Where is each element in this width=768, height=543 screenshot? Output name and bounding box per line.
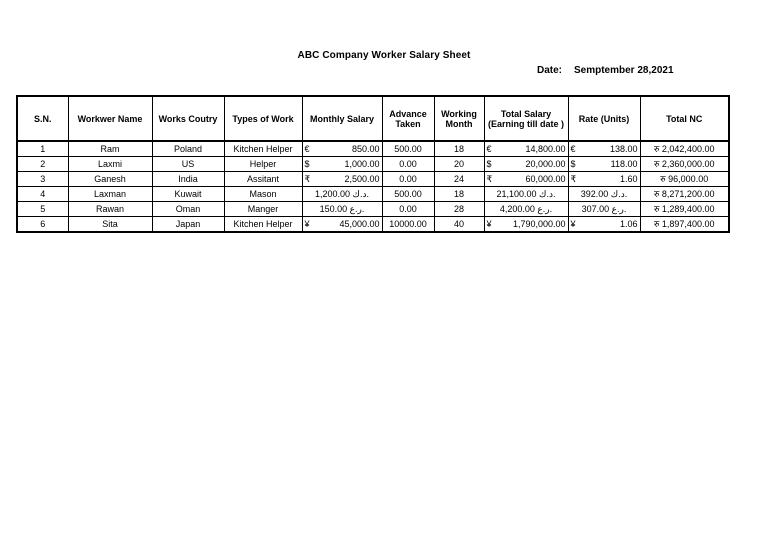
- cell-advance: 10000.00: [382, 217, 434, 233]
- salary-table: [16, 95, 730, 233]
- currency-amount: 1.60: [619, 174, 638, 184]
- date-label: Date:: [537, 65, 563, 76]
- currency-symbol: ₹: [486, 174, 493, 184]
- currency-amount: 21,100.00 د.ك.: [496, 189, 556, 199]
- header-monthly-salary: Monthly Salary: [302, 96, 382, 141]
- cell-name: Ram: [68, 141, 152, 157]
- cell-type: Helper: [224, 157, 302, 172]
- table-row: [17, 157, 729, 172]
- cell-rate: [568, 172, 640, 187]
- header-sn: S.N.: [17, 96, 68, 141]
- table-row: [17, 187, 729, 202]
- currency-symbol: ¥: [304, 219, 310, 229]
- sheet-title: ABC Company Worker Salary Sheet: [297, 50, 471, 61]
- cell-name: Ganesh: [68, 172, 152, 187]
- header-working-month: Working Month: [434, 96, 484, 141]
- cell-rate: [568, 141, 640, 157]
- cell-type: Kitchen Helper: [224, 217, 302, 233]
- currency-amount: 2,500.00: [344, 174, 380, 184]
- currency-amount: 60,000.00: [525, 174, 566, 184]
- currency-amount: 118.00: [610, 159, 638, 169]
- currency-symbol: ¥: [486, 219, 492, 229]
- cell-total-nc: रु 1,897,400.00: [640, 217, 729, 233]
- currency-amount: 392.00 د.ك.: [580, 189, 628, 199]
- cell-rate: [568, 157, 640, 172]
- cell-total-salary: [484, 141, 568, 157]
- cell-working-month: 28: [434, 202, 484, 217]
- cell-sn: 5: [17, 202, 68, 217]
- cell-sn: 6: [17, 217, 68, 233]
- cell-total-nc: रु 2,042,400.00: [640, 141, 729, 157]
- cell-country: US: [152, 157, 224, 172]
- table-row: [17, 172, 729, 187]
- cell-type: Assitant: [224, 172, 302, 187]
- cell-working-month: 18: [434, 141, 484, 157]
- cell-working-month: 24: [434, 172, 484, 187]
- cell-rate: [568, 202, 640, 217]
- cell-rate: [568, 217, 640, 233]
- table-row: [17, 217, 729, 233]
- cell-country: Poland: [152, 141, 224, 157]
- cell-name: Sita: [68, 217, 152, 233]
- cell-total-nc: रु 96,000.00: [640, 172, 729, 187]
- currency-amount: 138.00: [609, 144, 638, 154]
- header-total-salary: Total Salary (Earning till date ): [484, 96, 568, 141]
- currency-amount: 850.00: [351, 144, 380, 154]
- cell-monthly-salary: [302, 141, 382, 157]
- currency-symbol: ₹: [304, 174, 311, 184]
- currency-amount: 1.06: [619, 219, 638, 229]
- currency-symbol: €: [486, 144, 492, 154]
- header-type: Types of Work: [224, 96, 302, 141]
- currency-amount: 20,000.00: [525, 159, 566, 169]
- cell-advance: 500.00: [382, 187, 434, 202]
- cell-sn: 4: [17, 187, 68, 202]
- currency-amount: 1,000.00: [344, 159, 380, 169]
- currency-amount: 4,200.00 ر.ع.: [499, 204, 553, 214]
- currency-symbol: ₹: [570, 174, 577, 184]
- currency-symbol: €: [304, 144, 310, 154]
- cell-total-salary: [484, 172, 568, 187]
- cell-total-nc: रु 8,271,200.00: [640, 187, 729, 202]
- cell-sn: 2: [17, 157, 68, 172]
- cell-country: Oman: [152, 202, 224, 217]
- cell-monthly-salary: [302, 202, 382, 217]
- cell-monthly-salary: [302, 187, 382, 202]
- cell-name: Laxmi: [68, 157, 152, 172]
- cell-sn: 3: [17, 172, 68, 187]
- header-total-nc: Total NC: [640, 96, 729, 141]
- cell-total-nc: रु 1,289,400.00: [640, 202, 729, 217]
- cell-country: Kuwait: [152, 187, 224, 202]
- currency-amount: 307.00 ر.ع.: [581, 204, 627, 214]
- currency-symbol: $: [304, 159, 310, 169]
- cell-working-month: 40: [434, 217, 484, 233]
- header-advance: Advance Taken: [382, 96, 434, 141]
- cell-total-salary: [484, 187, 568, 202]
- currency-amount: 1,790,000.00: [512, 219, 566, 229]
- cell-type: Kitchen Helper: [224, 141, 302, 157]
- currency-amount: 150.00 ر.ع.: [319, 204, 365, 214]
- cell-type: Manger: [224, 202, 302, 217]
- currency-symbol: €: [570, 144, 576, 154]
- cell-working-month: 18: [434, 187, 484, 202]
- currency-amount: 1,200.00 د.ك.: [315, 189, 369, 199]
- cell-advance: 0.00: [382, 202, 434, 217]
- cell-monthly-salary: [302, 217, 382, 233]
- cell-name: Laxman: [68, 187, 152, 202]
- cell-advance: 0.00: [382, 172, 434, 187]
- cell-country: Japan: [152, 217, 224, 233]
- cell-working-month: 20: [434, 157, 484, 172]
- currency-symbol: $: [570, 159, 576, 169]
- cell-sn: 1: [17, 141, 68, 157]
- header-name: Workwer Name: [68, 96, 152, 141]
- date-value: Semptember 28,2021: [574, 65, 674, 76]
- cell-rate: [568, 187, 640, 202]
- cell-name: Rawan: [68, 202, 152, 217]
- cell-advance: 500.00: [382, 141, 434, 157]
- header-rate: Rate (Units): [568, 96, 640, 141]
- table-row: [17, 202, 729, 217]
- cell-advance: 0.00: [382, 157, 434, 172]
- cell-monthly-salary: [302, 157, 382, 172]
- cell-total-nc: रु 2,360,000.00: [640, 157, 729, 172]
- cell-total-salary: [484, 217, 568, 233]
- cell-total-salary: [484, 157, 568, 172]
- table-row: [17, 141, 729, 157]
- cell-country: India: [152, 172, 224, 187]
- currency-amount: 14,800.00: [525, 144, 566, 154]
- currency-symbol: ¥: [570, 219, 576, 229]
- header-row: [17, 96, 729, 141]
- cell-type: Mason: [224, 187, 302, 202]
- header-country: Works Coutry: [152, 96, 224, 141]
- currency-symbol: $: [486, 159, 492, 169]
- cell-total-salary: [484, 202, 568, 217]
- currency-amount: 45,000.00: [339, 219, 380, 229]
- cell-monthly-salary: [302, 172, 382, 187]
